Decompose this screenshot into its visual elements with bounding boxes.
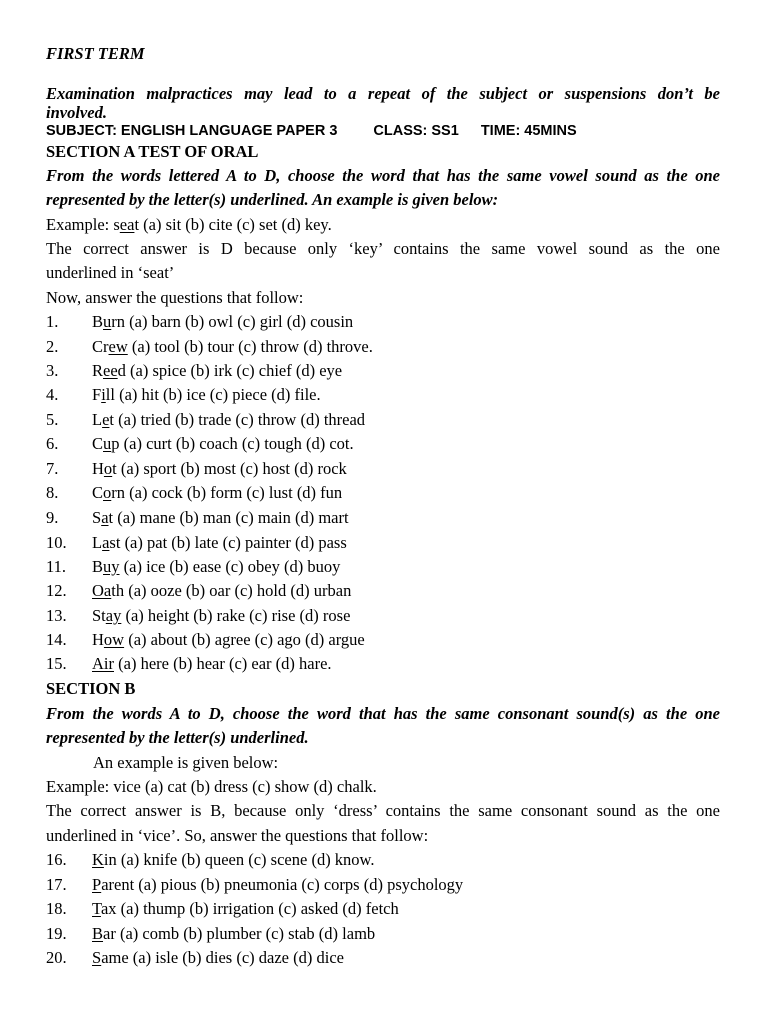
section-b-explanation-2: underlined in ‘vice’. So, answer the questions that follow: — [46, 826, 429, 845]
question-item: 8. Corn (a) cock (b) form (c) lust (d) fun — [46, 483, 343, 502]
section-a-instruction-1: From the words lettered A to D, choose the word that has the same vowel sound as the one — [46, 166, 720, 185]
class-label: CLASS: SS1 — [373, 123, 459, 139]
section-a-explanation-1: The correct answer is D because only ‘key’ contains the same vowel sound as the one — [46, 239, 720, 258]
section-a-example: Example: seat (a) sit (b) cite (c) set (d) key. — [46, 215, 332, 234]
question-item: 10. Last (a) pat (b) late (c) painter (d) pass — [46, 533, 347, 552]
question-item: 11. Buy (a) ice (b) ease (c) obey (d) buoy — [46, 557, 341, 576]
question-item: 3. Reed (a) spice (b) irk (c) chief (d) eye — [46, 361, 343, 380]
question-item: 13. Stay (a) height (b) rake (c) rise (d) rose — [46, 606, 351, 625]
question-item: 15. Air (a) here (b) hear (c) ear (d) hare. — [46, 654, 332, 673]
question-item: 7. Hot (a) sport (b) most (c) host (d) rock — [46, 459, 347, 478]
question-item: 12. Oath (a) ooze (b) oar (c) hold (d) urban — [46, 581, 352, 600]
subject-label: SUBJECT: ENGLISH LANGUAGE PAPER 3 — [46, 123, 338, 139]
question-item: 20. Same (a) isle (b) dies (c) daze (d) dice — [46, 948, 344, 967]
question-item: 19. Bar (a) comb (b) plumber (c) stab (d) lamb — [46, 924, 376, 943]
section-a-title: SECTION A TEST OF ORAL — [46, 142, 259, 161]
section-b-intro: An example is given below: — [93, 753, 279, 772]
section-b-title: SECTION B — [46, 679, 136, 698]
term-title: FIRST TERM — [46, 44, 145, 63]
question-item: 17. Parent (a) pious (b) pneumonia (c) corps (d) psychology — [46, 875, 464, 894]
question-item: 16. Kin (a) knife (b) queen (c) scene (d) know. — [46, 850, 375, 869]
question-item: 1. Burn (a) barn (b) owl (c) girl (d) cousin — [46, 312, 354, 331]
question-item: 18. Tax (a) thump (b) irrigation (c) asked (d) fetch — [46, 899, 399, 918]
question-item: 2. Crew (a) tool (b) tour (c) throw (d) throve. — [46, 337, 373, 356]
underlined-letters: ea — [119, 215, 135, 234]
question-item: 5. Let (a) tried (b) trade (c) throw (d) thread — [46, 410, 366, 429]
section-b-instruction-2: represented by the letter(s) underlined. — [46, 728, 309, 747]
section-b-example: Example: vice (a) cat (b) dress (c) show (d) chalk. — [46, 777, 377, 796]
section-a-explanation-2: underlined in ‘seat’ — [46, 263, 175, 282]
section-b-explanation-1: The correct answer is B, because only ‘dress’ contains the same consonant sound as the one — [46, 801, 720, 820]
time-label: TIME: 45MINS — [480, 123, 577, 139]
section-a-instruction-2: represented by the letter(s) underlined. An example is given below: — [46, 190, 499, 209]
question-item: 6. Cup (a) curt (b) coach (c) tough (d) cot. — [46, 434, 354, 453]
section-b-instruction-1: From the words A to D, choose the word that has the same consonant sound(s) as the one — [46, 704, 720, 723]
question-item: 4. Fill (a) hit (b) ice (c) piece (d) file. — [46, 385, 321, 404]
question-item: 14. How (a) about (b) agree (c) ago (d) argue — [46, 630, 365, 649]
warning-line-2: involved. — [46, 103, 107, 122]
question-item: 9. Sat (a) mane (b) man (c) main (d) mart — [46, 508, 349, 527]
warning-line-1: Examination malpractices may lead to a repeat of the subject or suspensions don’t be — [46, 84, 720, 103]
section-a-prompt: Now, answer the questions that follow: — [46, 288, 304, 307]
